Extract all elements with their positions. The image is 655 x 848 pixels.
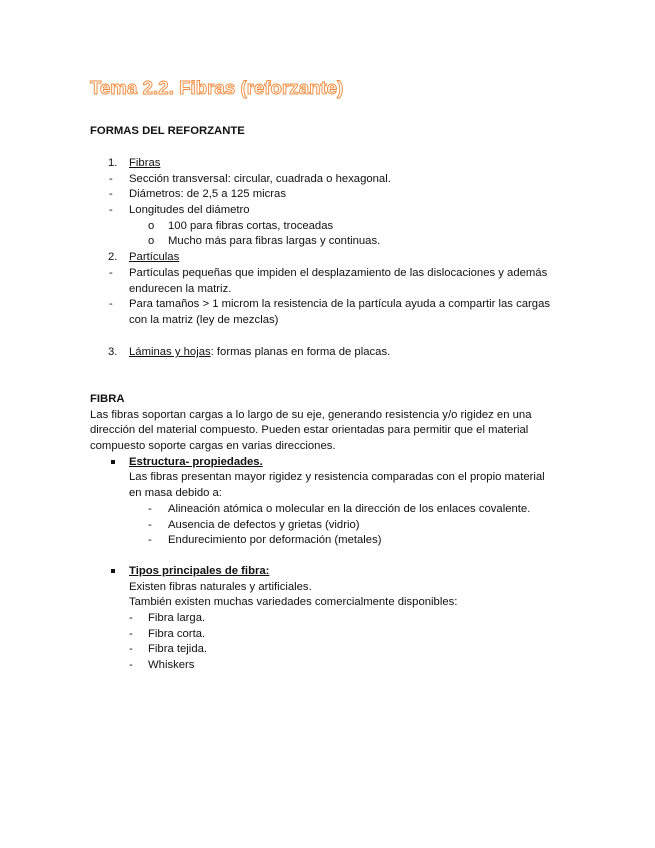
square-bullet-icon — [111, 455, 115, 471]
list-item — [0, 642, 655, 658]
list-item-continuation — [0, 282, 655, 298]
list-item — [0, 345, 655, 361]
laminas-list — [0, 345, 655, 361]
bullet-text: con la matriz (ley de mezclas) — [129, 313, 279, 326]
dash-marker: - — [129, 643, 133, 656]
list-item — [0, 518, 655, 534]
bullet-text: Fibra tejida. — [148, 643, 208, 656]
bullet-text: Fibra larga. — [148, 612, 206, 625]
sub-bullet-text: 100 para fibras cortas, troceadas — [168, 219, 334, 232]
dash-marker: - — [109, 266, 113, 279]
tipos-section — [0, 564, 655, 674]
dash-marker: - — [109, 204, 113, 217]
list-item — [0, 627, 655, 643]
laminas-rest: : formas planas en forma de placas. — [210, 346, 391, 358]
list-item — [0, 156, 655, 172]
list-item — [0, 172, 655, 188]
list-item-continuation — [0, 313, 655, 329]
bullet-text: Sección transversal: circular, cuadrada o hexagonal. — [129, 172, 391, 185]
formas-section — [0, 124, 655, 140]
bullet-text: Ausencia de defectos y grietas (vidrio) — [168, 518, 360, 531]
bullet-text: Diámetros: de 2,5 a 125 micras — [129, 188, 286, 201]
bullet-text: endurecen la matriz. — [129, 282, 232, 295]
sub-bullet-text: Mucho más para fibras largas y continuas. — [168, 235, 381, 248]
paragraph-line: compuesto soporte cargas en varias direcciones. — [90, 440, 336, 453]
dash-marker: - — [129, 612, 133, 625]
list-item — [0, 187, 655, 203]
page-title: Tema 2.2. Fibras (reforzante) — [90, 77, 344, 98]
dash-marker: - — [148, 534, 152, 547]
bullet-text: Endurecimiento por deformación (metales) — [168, 534, 382, 547]
list-item — [0, 658, 655, 674]
list-number: 2. — [108, 251, 118, 264]
list-item — [0, 266, 655, 282]
laminas-text — [129, 345, 390, 361]
list-item — [0, 611, 655, 627]
dash-marker: - — [109, 172, 113, 185]
particulas-label: Partículas — [129, 251, 180, 264]
bullet-text: Whiskers — [148, 659, 195, 672]
dash-marker: - — [148, 518, 152, 531]
paragraph-line: También existen muchas variedades comercialmente disponibles: — [129, 596, 458, 609]
paragraph-line: en masa debido a: — [129, 487, 222, 500]
circle-marker: o — [148, 219, 155, 232]
list-item — [0, 564, 655, 580]
dash-marker: - — [129, 627, 133, 640]
paragraph-line: dirección del material compuesto. Pueden estar orientadas para permitir que el material — [90, 424, 529, 437]
dash-marker: - — [129, 659, 133, 672]
bullet-text: Fibra corta. — [148, 627, 206, 640]
list-item — [0, 219, 655, 235]
formas-heading: FORMAS DEL REFORZANTE — [90, 125, 245, 137]
dash-marker: - — [109, 298, 113, 311]
list-item — [0, 234, 655, 250]
bullet-text: Para tamaños > 1 microm la resistencia de la partícula ayuda a compartir las cargas — [129, 298, 551, 311]
fibra-heading: FIBRA — [90, 393, 125, 405]
list-item — [0, 250, 655, 266]
bullet-text: Alineación atómica o molecular en la dirección de los enlaces covalente. — [168, 502, 531, 515]
circle-marker: o — [148, 235, 155, 248]
estructura-label: Estructura- propiedades. — [129, 455, 263, 468]
dash-marker: - — [148, 502, 152, 515]
fibras-list — [0, 156, 655, 329]
square-bullet-icon — [111, 564, 115, 580]
dash-marker: - — [109, 188, 113, 201]
list-item — [0, 203, 655, 219]
paragraph-line: Existen fibras naturales y artificiales. — [129, 580, 312, 593]
list-item — [0, 502, 655, 518]
list-item — [0, 533, 655, 549]
paragraph-line: Las fibras presentan mayor rigidez y resistencia comparadas con el propio material — [129, 471, 545, 484]
laminas-label: Láminas y hojas — [129, 346, 211, 358]
tipos-label: Tipos principales de fibra: — [129, 565, 270, 577]
list-item — [0, 297, 655, 313]
list-number: 1. — [108, 157, 118, 169]
paragraph-line: Las fibras soportan cargas a lo largo de su eje, generando resistencia y/o rigidez en una — [90, 408, 532, 421]
list-number: 3. — [108, 346, 118, 358]
fibra-section — [0, 392, 655, 549]
list-item — [0, 455, 655, 471]
bullet-text: Partículas pequeñas que impiden el desplazamiento de las dislocaciones y además — [129, 266, 548, 279]
bullet-text: Longitudes del diámetro — [129, 204, 250, 217]
fibras-label: Fibras — [129, 157, 161, 169]
